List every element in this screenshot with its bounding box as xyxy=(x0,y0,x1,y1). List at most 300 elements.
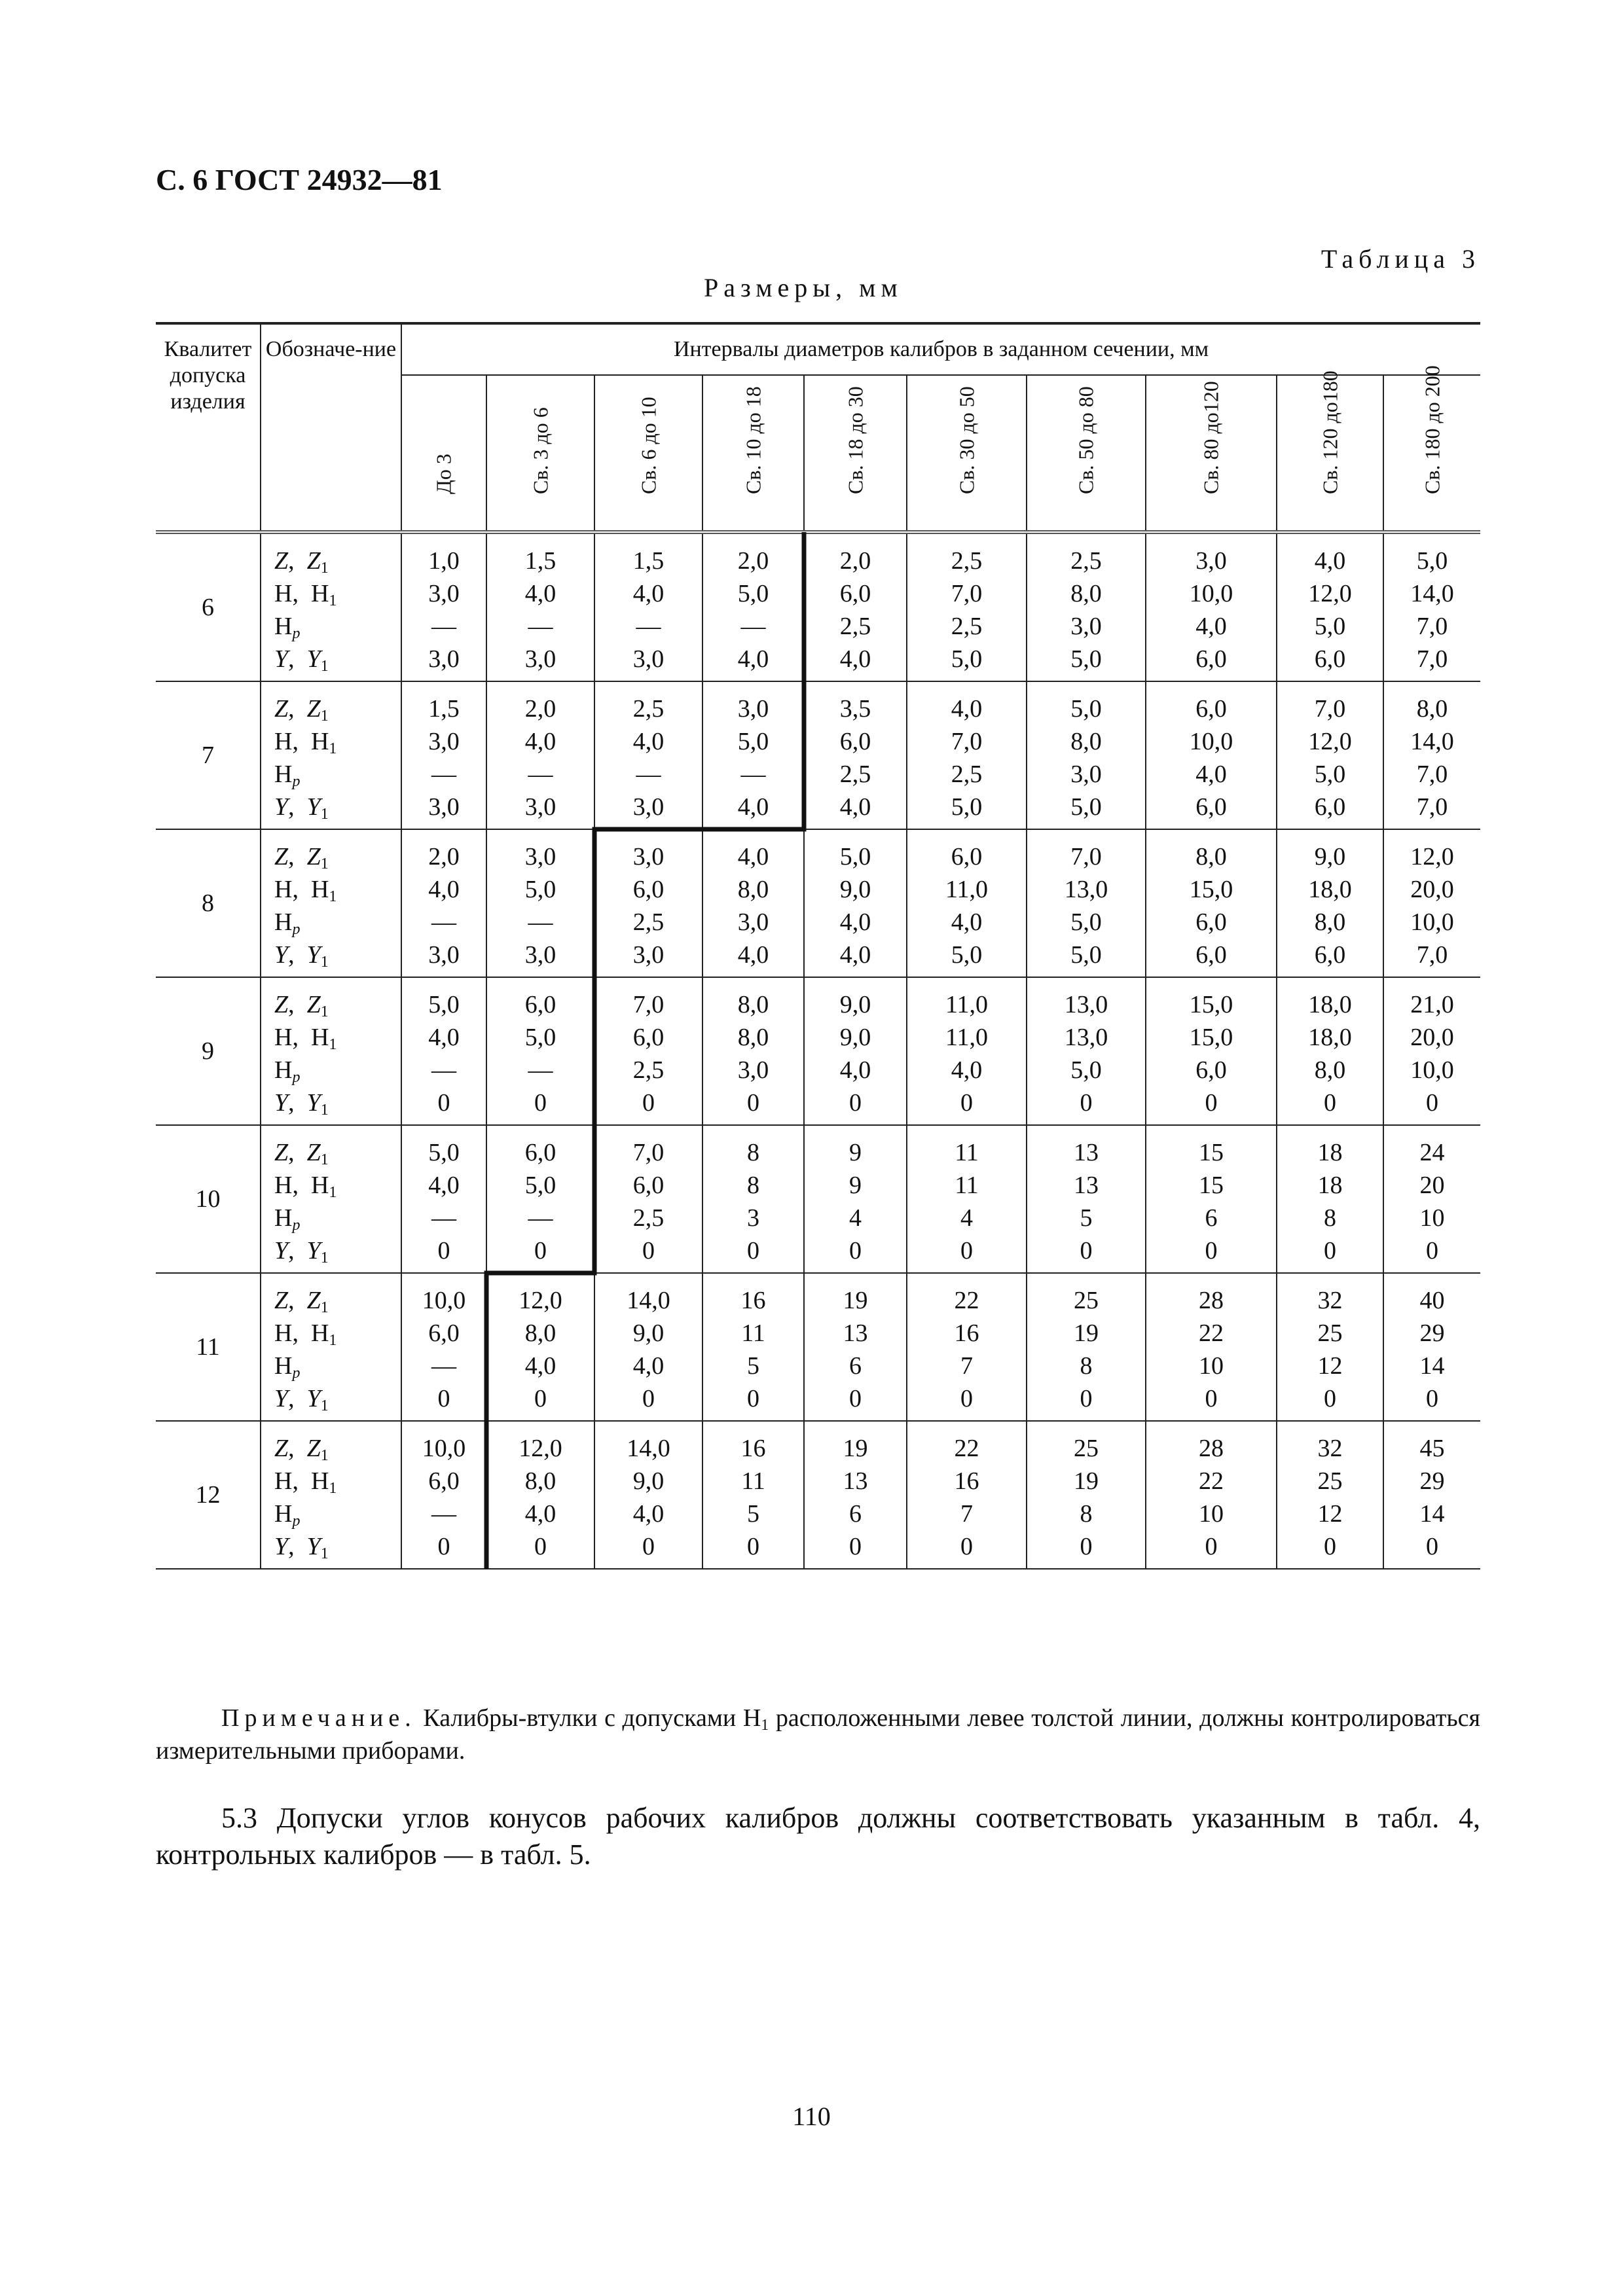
value: 9,0 xyxy=(839,1024,871,1051)
value: 12 xyxy=(1317,1352,1343,1380)
value: 28 xyxy=(1199,1287,1224,1314)
value: 2,0 xyxy=(839,547,871,575)
value: — xyxy=(636,613,661,640)
grade-cell: 10 xyxy=(156,1125,261,1273)
designation-line: H, $H_1$ xyxy=(274,1319,337,1349)
value: 3,0 xyxy=(524,941,556,969)
value: 32 xyxy=(1317,1287,1343,1314)
value: 12,0 xyxy=(1410,843,1454,870)
value: 6 xyxy=(1205,1204,1218,1232)
value: 0 xyxy=(534,1533,547,1560)
value: 6 xyxy=(849,1500,862,1528)
page-number: 110 xyxy=(792,2102,831,2131)
value: 8,0 xyxy=(1195,843,1227,870)
paragraph-5-3 xyxy=(156,1800,1480,1873)
designation-line: Y, $Y_1$ xyxy=(274,1089,329,1119)
value: 4,0 xyxy=(951,908,983,936)
value: 19 xyxy=(843,1287,868,1314)
designation-line: Y, $Y_1$ xyxy=(274,793,329,823)
value: 2,5 xyxy=(839,761,871,788)
designation-line: Z, $Z_1$ xyxy=(274,843,329,872)
value: 11 xyxy=(741,1319,765,1347)
value: 6,0 xyxy=(1195,908,1227,936)
value: 8 xyxy=(1080,1500,1093,1528)
value: 16 xyxy=(740,1435,766,1462)
designation-line: Z, $Z_1$ xyxy=(274,1139,329,1168)
value: 13 xyxy=(1074,1139,1099,1166)
value: 4,0 xyxy=(951,1056,983,1084)
value: 3,0 xyxy=(428,941,460,969)
value: 10,0 xyxy=(1189,728,1233,755)
grade-cell: 9 xyxy=(156,977,261,1125)
value: 15 xyxy=(1199,1172,1224,1199)
value: 5 xyxy=(1080,1204,1093,1232)
value: 3,0 xyxy=(524,843,556,870)
value: 9,0 xyxy=(839,876,871,903)
value: — xyxy=(431,908,456,936)
value: 11 xyxy=(955,1172,979,1199)
value: 7,0 xyxy=(951,728,983,755)
value: 15,0 xyxy=(1189,991,1233,1018)
value: 22 xyxy=(954,1287,979,1314)
header-grade: Квалитет допуска изделия xyxy=(156,323,261,532)
value: 0 xyxy=(747,1089,759,1117)
value: 0 xyxy=(1080,1385,1093,1412)
thick-line-path xyxy=(486,532,804,1569)
value: 8 xyxy=(747,1139,759,1166)
value: 5,0 xyxy=(1070,695,1102,723)
interval-label: Св. 18 до 30 xyxy=(843,386,867,494)
note-label: Примечание. xyxy=(221,1704,416,1732)
value: 14 xyxy=(1419,1352,1445,1380)
value: 7,0 xyxy=(632,1139,665,1166)
value: 0 xyxy=(534,1089,547,1117)
value: 0 xyxy=(1426,1237,1439,1265)
value: 0 xyxy=(1324,1533,1336,1560)
value: 0 xyxy=(437,1385,450,1412)
value: — xyxy=(431,1204,456,1232)
value: 4,0 xyxy=(737,645,769,673)
designation-line: $H_p$ xyxy=(274,1500,301,1530)
value: 4,0 xyxy=(632,580,665,607)
value: 6,0 xyxy=(1195,695,1227,723)
value: 3,0 xyxy=(1195,547,1227,575)
value: 4 xyxy=(960,1204,973,1232)
value: 0 xyxy=(960,1385,973,1412)
value: 9 xyxy=(849,1139,862,1166)
designation-line: H, $H_1$ xyxy=(274,1024,337,1053)
value: 4,0 xyxy=(632,1352,665,1380)
value: 1,5 xyxy=(524,547,556,575)
value: 8,0 xyxy=(524,1467,556,1495)
value: 5,0 xyxy=(1070,908,1102,936)
value: 6,0 xyxy=(632,1024,665,1051)
interval-label: Св. 120 до180 xyxy=(1318,370,1341,494)
value: 8,0 xyxy=(737,876,769,903)
value: 25 xyxy=(1074,1287,1099,1314)
value: 21,0 xyxy=(1410,991,1454,1018)
header-intervals: Интервалы диаметров калибров в заданном сечении, мм xyxy=(401,323,1480,375)
value: 6,0 xyxy=(1195,645,1227,673)
value: 19 xyxy=(843,1435,868,1462)
value: 0 xyxy=(849,1533,862,1560)
interval-label: Св. 3 до 6 xyxy=(528,407,552,494)
designation-line: Z, $Z_1$ xyxy=(274,547,329,577)
value: 3,0 xyxy=(524,645,556,673)
value: 0 xyxy=(1080,1089,1093,1117)
value: 25 xyxy=(1317,1467,1343,1495)
value: 9 xyxy=(849,1172,862,1199)
value: 3,5 xyxy=(839,695,871,723)
grade-cell: 6 xyxy=(156,532,261,681)
value: 0 xyxy=(1426,1089,1439,1117)
value: 9,0 xyxy=(632,1467,665,1495)
value: 10,0 xyxy=(1410,908,1454,936)
value: 6,0 xyxy=(428,1319,460,1347)
value: 4,0 xyxy=(1195,613,1227,640)
value: — xyxy=(528,761,553,788)
value: 4,0 xyxy=(737,793,769,821)
value: 16 xyxy=(740,1287,766,1314)
grade-cell: 7 xyxy=(156,681,261,829)
value: 7,0 xyxy=(1070,843,1102,870)
value: 8,0 xyxy=(1070,580,1102,607)
value: 0 xyxy=(1205,1237,1218,1265)
value: 20,0 xyxy=(1410,876,1454,903)
value: 8,0 xyxy=(737,991,769,1018)
designation-line: Y, $Y_1$ xyxy=(274,1533,329,1562)
value: 11,0 xyxy=(945,1024,989,1051)
value: 8,0 xyxy=(1314,1056,1346,1084)
value: 4,0 xyxy=(524,580,556,607)
designation-line: Z, $Z_1$ xyxy=(274,1435,329,1464)
value: 7,0 xyxy=(951,580,983,607)
value: 5,0 xyxy=(1314,613,1346,640)
note-text-after: расположенными левее толстой линии, должны контролироваться измерительными приборами. xyxy=(156,1704,1480,1765)
value: 15 xyxy=(1199,1139,1224,1166)
value: 3,0 xyxy=(737,695,769,723)
value: 25 xyxy=(1074,1435,1099,1462)
value: 0 xyxy=(642,1385,655,1412)
value: 5,0 xyxy=(524,1172,556,1199)
value: 7,0 xyxy=(1416,613,1448,640)
value: — xyxy=(528,1204,553,1232)
value: 0 xyxy=(437,1533,450,1560)
table-label: Таблица 3 xyxy=(1321,244,1480,274)
value: 6,0 xyxy=(1195,793,1227,821)
value: 0 xyxy=(1080,1237,1093,1265)
value: 16 xyxy=(954,1319,979,1347)
value: 20 xyxy=(1419,1172,1445,1199)
designation-line: H, $H_1$ xyxy=(274,1172,337,1201)
value: 7,0 xyxy=(1416,645,1448,673)
value: 12,0 xyxy=(519,1435,562,1462)
value: 6,0 xyxy=(839,728,871,755)
value: — xyxy=(636,761,661,788)
value: 4,0 xyxy=(839,793,871,821)
value: 0 xyxy=(960,1237,973,1265)
value: 7,0 xyxy=(1416,793,1448,821)
value: 7,0 xyxy=(1314,695,1346,723)
value: 3,0 xyxy=(737,1056,769,1084)
value: 4,0 xyxy=(951,695,983,723)
value: 14,0 xyxy=(627,1287,670,1314)
value: 1,5 xyxy=(428,695,460,723)
value: 22 xyxy=(1199,1319,1224,1347)
value: 4,0 xyxy=(428,1172,460,1199)
value: 3,0 xyxy=(1070,613,1102,640)
table-note xyxy=(156,1702,1480,1767)
value: 8,0 xyxy=(1314,908,1346,936)
value: 3,0 xyxy=(737,908,769,936)
value: — xyxy=(431,1352,456,1380)
value: 5,0 xyxy=(524,876,556,903)
designation-line: H, $H_1$ xyxy=(274,580,337,609)
value: 3,0 xyxy=(428,793,460,821)
value: 4,0 xyxy=(428,1024,460,1051)
value: 8 xyxy=(1080,1352,1093,1380)
value: 0 xyxy=(642,1237,655,1265)
value: 10,0 xyxy=(1410,1056,1454,1084)
value: 28 xyxy=(1199,1435,1224,1462)
value: 11,0 xyxy=(945,991,989,1018)
value: 2,5 xyxy=(951,761,983,788)
value: 11 xyxy=(741,1467,765,1495)
value: 22 xyxy=(1199,1467,1224,1495)
value: 2,5 xyxy=(839,613,871,640)
value: 3,0 xyxy=(1070,761,1102,788)
value: 0 xyxy=(642,1089,655,1117)
value: 5,0 xyxy=(1070,941,1102,969)
value: 14,0 xyxy=(1410,580,1454,607)
value: 19 xyxy=(1074,1467,1099,1495)
value: 3,0 xyxy=(428,728,460,755)
designation-line: H, $H_1$ xyxy=(274,876,337,905)
table-units: Размеры, мм xyxy=(704,273,903,302)
note-text-before: Калибры-втулки с допусками H xyxy=(423,1704,761,1732)
value: 10,0 xyxy=(1189,580,1233,607)
value: 0 xyxy=(747,1237,759,1265)
interval-label: Св. 50 до 80 xyxy=(1074,386,1098,494)
value: 5,0 xyxy=(951,645,983,673)
value: 18,0 xyxy=(1308,876,1352,903)
value: 20,0 xyxy=(1410,1024,1454,1051)
value: — xyxy=(431,613,456,640)
designation-line: Y, $Y_1$ xyxy=(274,1237,329,1266)
value: 4,0 xyxy=(1314,547,1346,575)
value: 4,0 xyxy=(524,1500,556,1528)
designation-line: $H_p$ xyxy=(274,761,301,790)
value: 12,0 xyxy=(1308,580,1352,607)
value: 9,0 xyxy=(1314,843,1346,870)
value: 9,0 xyxy=(632,1319,665,1347)
designation-line: $H_p$ xyxy=(274,908,301,938)
value: 0 xyxy=(1205,1089,1218,1117)
value: 3 xyxy=(747,1204,759,1232)
designation-line: Z, $Z_1$ xyxy=(274,1287,329,1316)
value: 5,0 xyxy=(737,580,769,607)
interval-label: Св. 30 до 50 xyxy=(955,386,978,494)
value: 2,0 xyxy=(428,843,460,870)
value: 5,0 xyxy=(428,1139,460,1166)
value: 5,0 xyxy=(1314,761,1346,788)
value: 0 xyxy=(437,1089,450,1117)
value: 5,0 xyxy=(428,991,460,1018)
value: 6,0 xyxy=(1195,1056,1227,1084)
value: 15,0 xyxy=(1189,1024,1233,1051)
value: 0 xyxy=(1324,1385,1336,1412)
designation-line: H, $H_1$ xyxy=(274,1467,337,1497)
value: 13,0 xyxy=(1064,1024,1108,1051)
value: 7 xyxy=(960,1500,973,1528)
value: 0 xyxy=(849,1089,862,1117)
value: 18 xyxy=(1317,1139,1343,1166)
interval-label: Св. 10 до 18 xyxy=(741,386,765,494)
value: 6 xyxy=(849,1352,862,1380)
value: 0 xyxy=(437,1237,450,1265)
interval-label: Св. 80 до120 xyxy=(1199,381,1223,494)
value: 40 xyxy=(1419,1287,1445,1314)
value: 0 xyxy=(960,1533,973,1560)
grade-cell: 11 xyxy=(156,1273,261,1421)
value: 4,0 xyxy=(737,843,769,870)
value: 5,0 xyxy=(737,728,769,755)
value: 13 xyxy=(843,1319,868,1347)
value: 0 xyxy=(534,1237,547,1265)
designation-line: H, $H_1$ xyxy=(274,728,337,757)
value: 3,0 xyxy=(428,580,460,607)
value: — xyxy=(740,613,766,640)
value: 0 xyxy=(1426,1385,1439,1412)
value: 0 xyxy=(849,1237,862,1265)
value: 2,5 xyxy=(951,613,983,640)
value: 7 xyxy=(960,1352,973,1380)
value: 6,0 xyxy=(524,991,556,1018)
value: 11 xyxy=(955,1139,979,1166)
value: 10,0 xyxy=(422,1435,466,1462)
value: 13,0 xyxy=(1064,876,1108,903)
designation-line: Y, $Y_1$ xyxy=(274,1385,329,1414)
grade-cell: 8 xyxy=(156,829,261,977)
value: 4,0 xyxy=(839,941,871,969)
value: 14,0 xyxy=(627,1435,670,1462)
designation-line: Z, $Z_1$ xyxy=(274,695,329,725)
value: 7,0 xyxy=(1416,761,1448,788)
designation-line: Y, $Y_1$ xyxy=(274,645,329,675)
header-designation: Обозначе-ние xyxy=(261,323,401,532)
designation-line: $H_p$ xyxy=(274,1204,301,1234)
value: 5,0 xyxy=(1070,645,1102,673)
interval-label: До 3 xyxy=(431,454,456,494)
value: 5,0 xyxy=(951,793,983,821)
value: 2,5 xyxy=(632,695,665,723)
value: 13,0 xyxy=(1064,991,1108,1018)
value: 2,5 xyxy=(632,1204,665,1232)
page-header: С. 6 ГОСТ 24932—81 xyxy=(156,163,443,196)
designation-line: $H_p$ xyxy=(274,1056,301,1086)
value: 8,0 xyxy=(1070,728,1102,755)
value: 32 xyxy=(1317,1435,1343,1462)
value: 5 xyxy=(747,1352,759,1380)
value: — xyxy=(431,1056,456,1084)
value: 3,0 xyxy=(524,793,556,821)
value: 5 xyxy=(747,1500,759,1528)
value: 8,0 xyxy=(524,1319,556,1347)
value: — xyxy=(740,761,766,788)
value: 4 xyxy=(849,1204,862,1232)
value: 15,0 xyxy=(1189,876,1233,903)
value: 25 xyxy=(1317,1319,1343,1347)
value: 6,0 xyxy=(1314,941,1346,969)
value: 6,0 xyxy=(951,843,983,870)
value: 18,0 xyxy=(1308,991,1352,1018)
value: 6,0 xyxy=(428,1467,460,1495)
value: 0 xyxy=(642,1533,655,1560)
value: 0 xyxy=(1324,1089,1336,1117)
value: 5,0 xyxy=(951,941,983,969)
value: 5,0 xyxy=(1070,1056,1102,1084)
value: 6,0 xyxy=(632,876,665,903)
interval-label: Св. 6 до 10 xyxy=(636,397,660,494)
value: 7,0 xyxy=(632,991,665,1018)
value: 0 xyxy=(1205,1385,1218,1412)
designation-line: Y, $Y_1$ xyxy=(274,941,329,971)
value: 2,5 xyxy=(1070,547,1102,575)
value: 6,0 xyxy=(839,580,871,607)
value: 4,0 xyxy=(428,876,460,903)
value: 0 xyxy=(960,1089,973,1117)
value: 3,0 xyxy=(428,645,460,673)
value: 4,0 xyxy=(839,1056,871,1084)
value: 10,0 xyxy=(422,1287,466,1314)
value: 4,0 xyxy=(1195,761,1227,788)
value: 5,0 xyxy=(839,843,871,870)
value: 24 xyxy=(1419,1139,1445,1166)
thick-boundary-line xyxy=(156,322,1480,1670)
value: 0 xyxy=(747,1533,759,1560)
value: 0 xyxy=(1426,1533,1439,1560)
value: 3,0 xyxy=(632,645,665,673)
value: 4,0 xyxy=(524,728,556,755)
value: 16 xyxy=(954,1467,979,1495)
value: 4,0 xyxy=(524,1352,556,1380)
value: 19 xyxy=(1074,1319,1099,1347)
value: 2,5 xyxy=(632,908,665,936)
value: 1,0 xyxy=(428,547,460,575)
value: 4,0 xyxy=(632,1500,665,1528)
value: 0 xyxy=(1080,1533,1093,1560)
value: 5,0 xyxy=(524,1024,556,1051)
value: 4,0 xyxy=(839,645,871,673)
value: 29 xyxy=(1419,1467,1445,1495)
value: 29 xyxy=(1419,1319,1445,1347)
value: 12,0 xyxy=(519,1287,562,1314)
value: 2,0 xyxy=(737,547,769,575)
value: 3,0 xyxy=(632,941,665,969)
value: 2,5 xyxy=(632,1056,665,1084)
value: 18,0 xyxy=(1308,1024,1352,1051)
value: 13 xyxy=(1074,1172,1099,1199)
value: 22 xyxy=(954,1435,979,1462)
value: 12,0 xyxy=(1308,728,1352,755)
designation-line: Z, $Z_1$ xyxy=(274,991,329,1020)
value: 4,0 xyxy=(632,728,665,755)
value: 2,5 xyxy=(951,547,983,575)
value: 8 xyxy=(747,1172,759,1199)
note-subscript: 1 xyxy=(761,1717,769,1734)
value: 1,5 xyxy=(632,547,665,575)
value: 5,0 xyxy=(1070,793,1102,821)
